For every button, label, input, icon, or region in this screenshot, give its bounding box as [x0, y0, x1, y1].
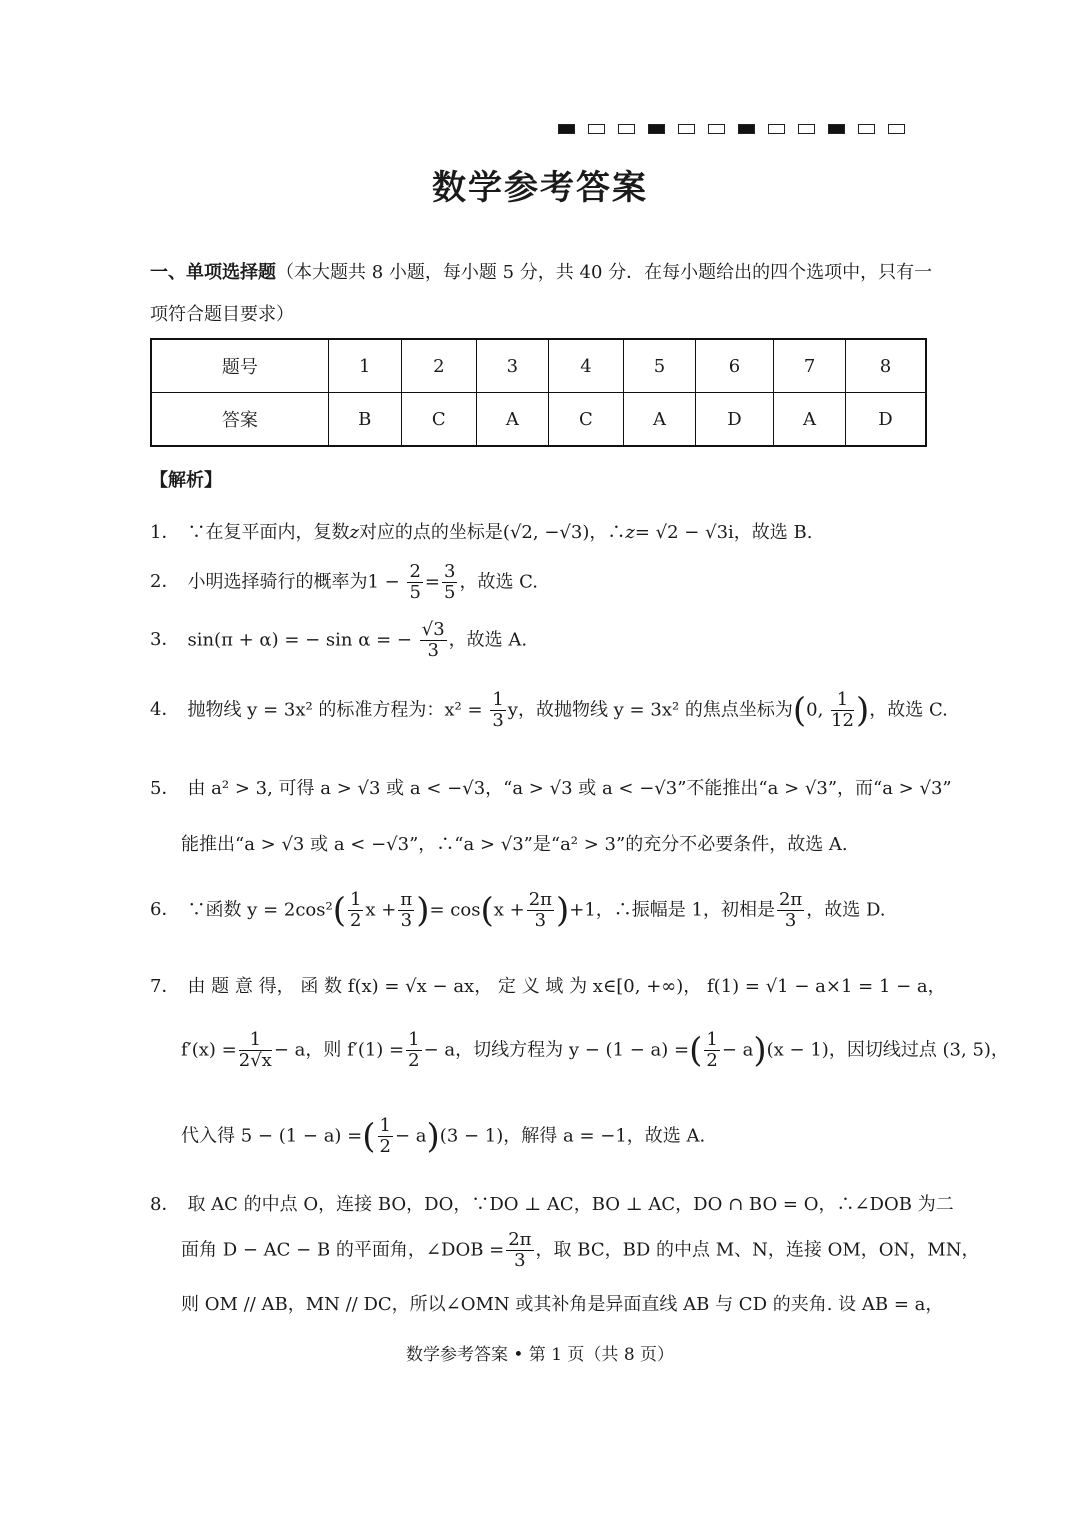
text: (3 − 1)，解得 a = −1，故选 A. — [439, 1125, 706, 1147]
denominator: 3 — [514, 1249, 526, 1271]
numerator: 1 — [408, 1029, 420, 1050]
item-number: 6． — [150, 899, 180, 921]
header-square — [678, 124, 695, 134]
table-cell: 5 — [624, 339, 696, 393]
fraction — [831, 690, 854, 731]
denominator: 3 — [534, 909, 547, 931]
analysis-item-7 — [150, 972, 946, 998]
denominator: 5 — [444, 581, 456, 603]
header-square — [618, 124, 635, 134]
numerator: 1 — [706, 1029, 718, 1050]
text: 由 a² > 3, 可得 a > √3 或 a < −√3，“a > √3 或 a < −√3”不能推出“a > √3”，而“a > √3” — [187, 778, 952, 799]
text: = — [424, 571, 440, 593]
denominator: 2√x — [238, 1049, 272, 1071]
numerator: 2 — [409, 561, 421, 582]
analysis-item-2 — [150, 562, 538, 603]
text: z — [349, 522, 359, 543]
fraction — [420, 620, 447, 661]
text: 代入得 5 − (1 − a) = — [181, 1125, 363, 1147]
analysis-item-8-cont2 — [181, 1290, 943, 1316]
row-label: 题号 — [151, 339, 328, 393]
fraction — [442, 562, 457, 603]
text: = cos — [429, 899, 481, 921]
table-cell: A — [624, 393, 696, 447]
analysis-item-8 — [150, 1190, 954, 1216]
fraction — [704, 1030, 719, 1071]
table-cell: B — [328, 393, 401, 447]
analysis-item-7-cont2: 代入得 5 − (1 − a) =( $\frac{1}{2}$ − a)(3 − 1)，解得 a = −1，故选 A. — [181, 1115, 706, 1157]
text: 对应的点的坐标是(√2, −√3)，∴ — [358, 522, 626, 543]
table-cell: D — [845, 393, 926, 447]
table-cell: 2 — [401, 339, 476, 393]
text: ，故选 C. — [869, 699, 948, 721]
fraction — [407, 562, 422, 603]
item-number: 5． — [150, 778, 180, 799]
numerator: 1 — [349, 889, 362, 910]
denominator: 2 — [379, 1135, 391, 1157]
analysis-heading: 【解析】 — [150, 470, 222, 491]
fraction — [490, 690, 505, 731]
table-cell: D — [695, 393, 773, 447]
item-number: 7． — [150, 976, 180, 997]
text: y，故抛物线 y = 3x² 的焦点坐标为 — [507, 699, 793, 721]
text: 能推出“a > √3 或 a < −√3”，∴“a > √3”是“a² > 3”的充分不必要条件，故选 A. — [181, 834, 848, 855]
fraction — [239, 1030, 272, 1071]
table-row — [151, 339, 926, 393]
table-cell: A — [476, 393, 548, 447]
fraction — [406, 1030, 421, 1071]
denominator: 3 — [400, 909, 413, 931]
numerator: π — [400, 889, 413, 910]
text: 抛物线 y = 3x² 的标准方程为：x² = — [187, 699, 483, 721]
numerator: 2π — [778, 889, 803, 910]
item-number: 2． — [150, 571, 180, 593]
header-square — [558, 124, 575, 134]
header-square — [738, 124, 755, 134]
table-cell: 7 — [774, 339, 846, 393]
text: 小明选择骑行的概率为1 − — [187, 571, 400, 593]
text: x + — [493, 899, 525, 921]
text: − a，则 f′(1) = — [273, 1039, 405, 1061]
denominator: 2 — [349, 909, 362, 931]
numerator: 2π — [508, 1229, 532, 1250]
table-cell: 3 — [476, 339, 548, 393]
item-number: 3． — [150, 629, 180, 651]
item-number: 1． — [150, 522, 180, 543]
header-square — [828, 124, 845, 134]
text: − a — [394, 1125, 427, 1147]
table-cell: C — [548, 393, 623, 447]
fraction — [378, 1116, 393, 1157]
numerator: 1 — [379, 1115, 391, 1136]
denominator: 3 — [784, 909, 797, 931]
item-number: 4． — [150, 699, 180, 721]
analysis-item-5 — [150, 774, 952, 800]
text: = √2 − √3i，故选 B. — [634, 522, 813, 543]
header-square — [798, 124, 815, 134]
header-square — [648, 124, 665, 134]
denominator: 12 — [831, 709, 854, 731]
item-number: 8． — [150, 1194, 180, 1215]
header-square — [708, 124, 725, 134]
page-footer: 数学参考答案 • 第 1 页（共 8 页） — [405, 1345, 675, 1365]
fraction — [398, 890, 414, 931]
analysis-item-7-cont: f′(x) = $\frac{1}{2√x}$ − a，则 f′(1) = $\frac{1}{2}$ − a，切线方程为 y − (1 − a) =( $\frac{1}{2}$ − a)(x − 1)，因切线过点 (3, 5)， — [181, 1029, 1009, 1071]
section-label: 一、单项选择题 — [150, 262, 276, 283]
numerator: 2π — [528, 889, 552, 910]
page-title: 数学参考答案 — [432, 168, 648, 208]
text: − a — [721, 1039, 754, 1061]
denominator: 5 — [409, 581, 421, 603]
analysis-item-1 — [150, 518, 812, 544]
text: − a，切线方程为 y − (1 − a) = — [423, 1039, 690, 1061]
fraction — [506, 1230, 533, 1271]
table-row — [151, 393, 926, 447]
numerator: 1 — [239, 1030, 272, 1051]
answer-table — [150, 338, 927, 447]
text: ∵函数 y = 2cos² — [187, 899, 333, 921]
text: ，故选 D. — [806, 899, 886, 921]
text: (x − 1)，因切线过点 (3, 5)， — [766, 1039, 1009, 1061]
table-cell: 4 — [548, 339, 623, 393]
analysis-item-6: 6． ∵函数 y = 2cos²( $\frac{1}{2}$ x + $\frac{\pi}{3}$ )= cos(x + $\frac{2\pi}{3}$ )+1，∴振幅是 1，初相是 $\frac{2\pi}{3}$ ，故选 D. — [150, 889, 886, 931]
denominator: 3 — [427, 639, 439, 661]
section-description: （本大题共 8 小题，每小题 5 分，共 40 分．在每小题给出的四个选项中，只有一项符合题目要求） — [150, 262, 933, 325]
denominator: 2 — [706, 1049, 718, 1071]
text: 面角 D − AC − B 的平面角，∠DOB = — [181, 1239, 505, 1261]
text: f′(x) = — [181, 1039, 237, 1061]
header-square — [588, 124, 605, 134]
denominator: 3 — [492, 709, 504, 731]
header-square — [888, 124, 905, 134]
text: 则 OM // AB，MN // DC，所以∠OMN 或其补角是异面直线 AB 与 CD 的夹角. 设 AB = a， — [181, 1294, 944, 1315]
table-cell: 8 — [845, 339, 926, 393]
table-cell: 6 — [695, 339, 773, 393]
fraction — [348, 890, 363, 931]
numerator: 1 — [492, 689, 504, 710]
analysis-item-5-cont — [181, 830, 848, 856]
header-square — [858, 124, 875, 134]
text: ∵在复平面内，复数 — [187, 522, 350, 543]
analysis-item-4: 4． 抛物线 y = 3x² 的标准方程为：x² = $\frac{1}{3}$ y，故抛物线 y = 3x² 的焦点坐标为(0, $\frac{1}{12}$ )，故选 C. — [150, 689, 948, 731]
text: 由 题 意 得， 函 数 f(x) = √x − ax， 定 义 域 为 x∈[0, +∞)， f(1) = √1 − a×1 = 1 − a， — [187, 976, 946, 997]
text: ，故选 A. — [448, 629, 528, 651]
table-cell: 1 — [328, 339, 401, 393]
text: x + — [365, 899, 397, 921]
fraction — [527, 890, 554, 931]
table-cell: C — [401, 393, 476, 447]
numerator: √3 — [421, 619, 445, 640]
analysis-item-3 — [150, 620, 527, 661]
text: z — [625, 522, 635, 543]
header-square — [768, 124, 785, 134]
text: 0, — [806, 699, 830, 721]
text: 取 AC 的中点 O，连接 BO，DO，∵DO ⊥ AC，BO ⊥ AC，DO ∩ BO = O，∴∠DOB 为二 — [187, 1194, 954, 1215]
row-label: 答案 — [151, 393, 328, 447]
header-squares — [558, 124, 905, 134]
text: ，故选 C. — [459, 571, 539, 593]
text: ，取 BC，BD 的中点 M、N，连接 OM，ON，MN， — [535, 1239, 980, 1261]
section-heading — [150, 252, 935, 336]
numerator: 1 — [831, 690, 854, 711]
numerator: 3 — [444, 561, 456, 582]
fraction — [777, 890, 804, 931]
text: sin(π + α) = − sin α = − — [187, 629, 412, 651]
analysis-item-8-cont — [181, 1230, 979, 1271]
denominator: 2 — [408, 1049, 420, 1071]
text: +1，∴振幅是 1，初相是 — [569, 899, 775, 921]
table-cell: A — [774, 393, 846, 447]
